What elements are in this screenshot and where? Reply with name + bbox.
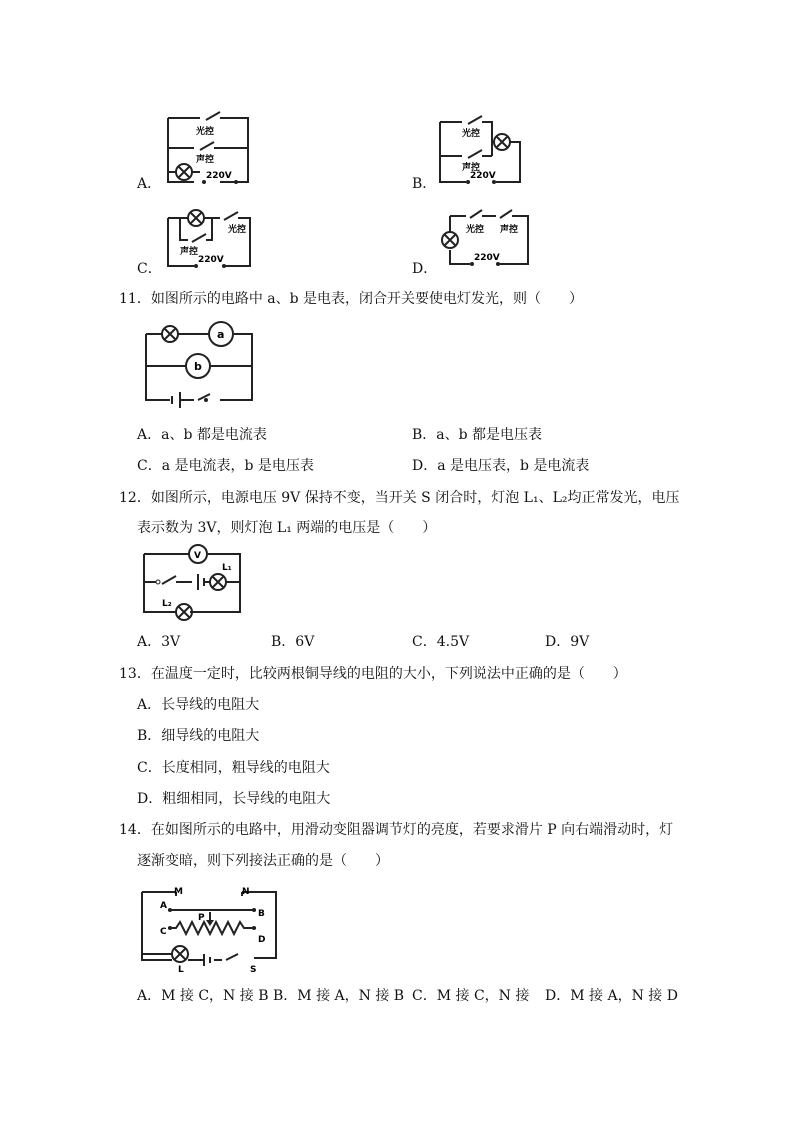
q12-circuit: [140, 544, 246, 624]
q14-stem-line2: 逐渐变暗，则下列接法正确的是（ ）: [137, 853, 389, 869]
q10-c-shengkong: 声控: [180, 247, 199, 257]
q14-stem-line1: 14．在如图所示的电路中，用滑动变阻器调节灯的亮度，若要求滑片 P 向右端滑动时，灯: [119, 822, 674, 838]
q10-option-b-label: B．: [412, 176, 437, 192]
q12-lamp2-label: L₂: [162, 599, 172, 609]
q12-meter-v: V: [194, 551, 201, 561]
q14-circuit: [138, 884, 284, 974]
q13-option-c: C．长度相同，粗导线的电阻大: [137, 760, 330, 776]
q14-option-c: C．M 接 C，N 接: [412, 988, 530, 1004]
q14-option-b: B．M 接 A，N 接 B: [273, 988, 405, 1004]
q14-label-a: A: [160, 901, 167, 911]
q14-label-p: P: [198, 913, 205, 923]
q14-option-d: D．M 接 A，N 接 D: [545, 988, 678, 1004]
q10-circuit-d: [436, 206, 536, 272]
q11-meter-b: b: [194, 360, 202, 373]
q12-lamp1-label: L₁: [222, 563, 232, 573]
q11-stem: 11．如图所示的电路中 a、b 是电表，闭合开关要使电灯发光，则（ ）: [119, 291, 584, 307]
q13-option-d: D．粗细相同，长导线的电阻大: [137, 791, 331, 807]
q11-meter-a: a: [217, 328, 225, 341]
q14-label-m: M: [174, 887, 183, 897]
q10-option-c-label: C．: [137, 261, 162, 277]
q11-circuit: [140, 320, 262, 412]
q10-d-guangkong: 光控: [466, 225, 485, 235]
q11-option-b: B．a、b 都是电压表: [412, 427, 543, 443]
q10-d-voltage: 220V: [474, 253, 500, 263]
q14-label-b: B: [258, 909, 265, 919]
q14-label-d: D: [258, 935, 266, 945]
q12-option-b: B．6V: [271, 634, 315, 650]
q10-circuit-c: [158, 200, 258, 272]
q11-option-a: A．a、b 都是电流表: [137, 427, 267, 443]
q11-option-d: D．a 是电压表，b 是电流表: [412, 458, 590, 474]
q12-option-d: D．9V: [545, 634, 590, 650]
q12-option-c: C．4.5V: [412, 634, 470, 650]
q10-a-shengkong: 声控: [196, 155, 215, 165]
q13-stem: 13．在温度一定时，比较两根铜导线的电阻的大小，下列说法中正确的是（ ）: [119, 666, 627, 682]
q10-b-guangkong: 光控: [462, 129, 481, 139]
q10-d-shengkong: 声控: [500, 225, 519, 235]
q14-label-s: S: [250, 965, 257, 974]
q12-stem-line2: 表示数为 3V，则灯泡 L₁ 两端的电压是（ ）: [137, 520, 437, 536]
q14-option-a: A．M 接 C，N 接 B: [137, 988, 269, 1004]
q12-option-a: A．3V: [137, 634, 181, 650]
q10-c-voltage: 220V: [198, 255, 224, 265]
q11-option-c: C．a 是电流表，b 是电压表: [137, 458, 314, 474]
q13-option-b: B．细导线的电阻大: [137, 728, 260, 744]
q10-option-d-label: D．: [412, 261, 438, 277]
q14-label-n: N: [242, 887, 250, 897]
q14-label-l: L: [178, 965, 184, 974]
q10-a-guangkong: 光控: [196, 127, 215, 137]
q13-option-a: A．长导线的电阻大: [137, 697, 260, 713]
q10-circuit-b: [432, 112, 532, 192]
q10-c-guangkong: 光控: [228, 225, 247, 235]
q14-label-c: C: [160, 927, 167, 937]
q10-b-shengkong: 声控: [462, 163, 481, 173]
q12-stem-line1: 12．如图所示，电源电压 9V 保持不变，当开关 S 闭合时，灯泡 L₁、L₂均正常发光，电压: [119, 490, 680, 506]
q10-option-a-label: A．: [137, 176, 162, 192]
q10-a-voltage: 220V: [206, 171, 232, 181]
q10-b-voltage: 220V: [470, 171, 496, 181]
q10-circuit-a: [158, 108, 258, 190]
